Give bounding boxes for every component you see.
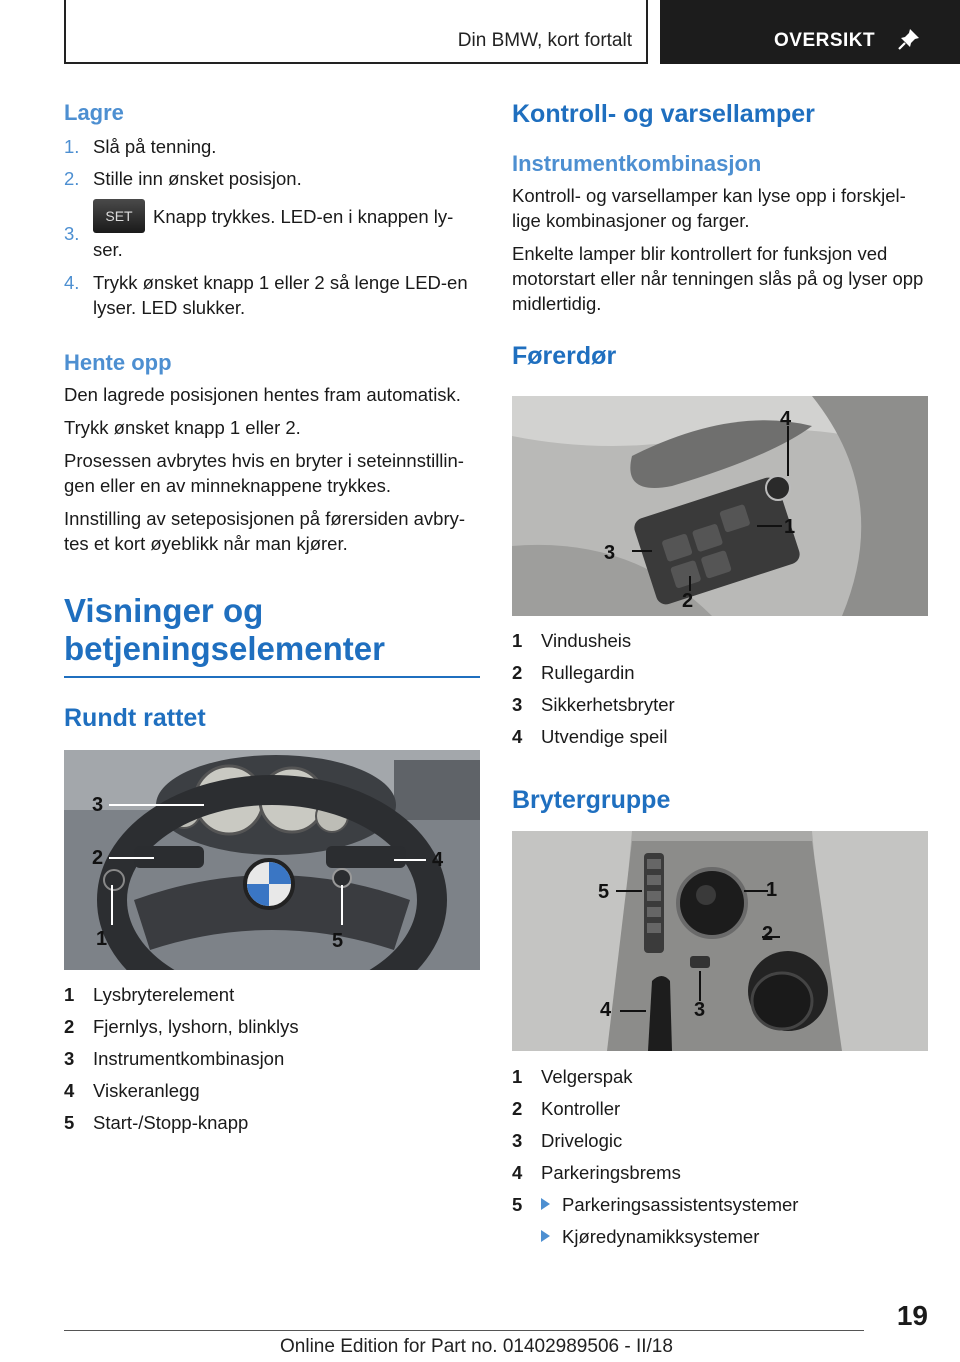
legend-text: Instrumentkombinasjon <box>93 1048 285 1069</box>
steering-wheel-image <box>64 750 480 970</box>
legend-text: Kjøredynamikksystemer <box>562 1226 760 1247</box>
step-text: Trykk ønsket knapp 1 eller 2 så lenge LED-en lyser. LED slukker. <box>93 272 468 318</box>
callout-label: 1 <box>784 516 796 538</box>
legend-text: Utvendige speil <box>541 726 668 747</box>
legend-number: 4 <box>64 1080 75 1101</box>
legend-number: 1 <box>512 630 523 651</box>
legend-item <box>512 628 928 660</box>
legend-item <box>512 1160 928 1192</box>
legend-text: Fjernlys, lyshorn, blinklys <box>93 1016 299 1037</box>
legend-item <box>512 1064 928 1096</box>
legend-item <box>512 1096 928 1128</box>
legend-text: Parkeringsbrems <box>541 1162 681 1183</box>
right-column <box>512 100 928 371</box>
callout-label: 3 <box>604 542 616 564</box>
callout-label: 5 <box>598 881 610 903</box>
footer-rule <box>64 1330 864 1331</box>
callout-label: 2 <box>682 590 694 612</box>
legend-text: Parkeringsassistentsystemer <box>562 1194 799 1215</box>
legend-number: 3 <box>512 694 523 715</box>
step-text: Knapp trykkes. LED-en i knappen ly-ser. <box>93 205 454 260</box>
page-number: 19 <box>896 1300 928 1331</box>
legend-number: 2 <box>512 1098 523 1119</box>
step-number: 2. <box>64 168 80 189</box>
callout-label: 4 <box>780 408 792 430</box>
legend-item <box>64 1014 480 1046</box>
legend-number: 4 <box>512 1162 523 1183</box>
legend-text: Vindusheis <box>541 630 632 651</box>
paragraph: Innstilling av seteposisjonen på førersiden avbry-tes et kort øyeblikk når man kjører. <box>64 508 466 554</box>
header-chapter-box <box>64 0 648 64</box>
lagre-step <box>64 199 480 262</box>
section-lagre-title: Lagre <box>64 100 124 125</box>
chapter-title: Din BMW, kort fortalt <box>457 30 632 51</box>
callout-label: 1 <box>96 928 108 950</box>
paragraph: Trykk ønsket knapp 1 eller 2. <box>64 417 301 438</box>
step-number: 4. <box>64 272 80 293</box>
legend-number: 1 <box>64 984 75 1005</box>
legend-number: 5 <box>512 1194 523 1215</box>
legend-number: 3 <box>512 1130 523 1151</box>
lagre-step <box>64 134 480 159</box>
callout-label: 1 <box>766 879 778 901</box>
chapter-heading: Visninger og betjeningselementer <box>64 592 385 667</box>
section-hente-title: Hente opp <box>64 350 172 375</box>
forerdor-legend <box>512 628 928 815</box>
pin-icon <box>896 26 922 52</box>
driver-door-image <box>512 396 928 616</box>
legend-text: Start-/Stopp-knapp <box>93 1112 249 1133</box>
callout-label: 5 <box>332 930 344 952</box>
step-text: Slå på tenning. <box>93 136 217 157</box>
legend-text: Sikkerhetsbryter <box>541 694 675 715</box>
legend-text: Rullegardin <box>541 662 635 683</box>
lagre-step <box>64 166 480 191</box>
paragraph: Den lagrede posisjonen hentes fram automatisk. <box>64 384 461 405</box>
legend-text: Lysbryterelement <box>93 984 235 1005</box>
heading-rule <box>64 676 480 678</box>
section-kontroll-title: Kontroll- og varsellamper <box>512 100 815 128</box>
legend-number: 5 <box>64 1112 75 1133</box>
bullet-triangle-icon <box>541 1198 550 1210</box>
legend-item <box>512 1128 928 1160</box>
callout-label: 2 <box>92 847 104 869</box>
legend-item <box>64 982 480 1014</box>
callout-label: 4 <box>600 999 612 1021</box>
brytergruppe-legend <box>512 1064 928 1256</box>
legend-item <box>64 1046 480 1078</box>
paragraph: Kontroll- og varsellamper kan lyse opp i forskjel-lige kombinasjoner og farger. <box>512 185 906 231</box>
callout-label: 3 <box>92 794 104 816</box>
paragraph: Enkelte lamper blir kontrollert for funksjon ved motorstart eller når tenningen slås på og lyser opp midlertidig. <box>512 243 924 314</box>
legend-item <box>64 1110 480 1142</box>
section-tab-label: OVERSIKT <box>774 30 876 51</box>
legend-text: Viskeranlegg <box>93 1080 200 1101</box>
callout-label: 2 <box>762 923 774 945</box>
legend-number: 4 <box>512 726 523 747</box>
legend-text: Kontroller <box>541 1098 621 1119</box>
callout-label: 4 <box>432 849 444 871</box>
legend-item <box>64 1078 480 1110</box>
legend-item <box>512 660 928 692</box>
footer-edition: Online Edition for Part no. 01402989506 - II/18 <box>280 1336 673 1357</box>
legend-text: Velgerspak <box>541 1066 633 1087</box>
left-column <box>64 100 480 733</box>
set-button-image: SET <box>93 199 145 233</box>
callout-label: 3 <box>694 999 706 1021</box>
section-rattet-title: Rundt rattet <box>64 704 206 732</box>
legend-item <box>512 1192 928 1224</box>
legend-item <box>512 724 928 756</box>
lagre-step <box>64 270 480 320</box>
rattet-legend <box>64 982 480 1142</box>
legend-number: 2 <box>512 662 523 683</box>
section-instrument-title: Instrumentkombinasjon <box>512 151 762 176</box>
paragraph: Prosessen avbrytes hvis en bryter i seteinnstillin-gen eller en av minneknappene trykkes. <box>64 450 464 496</box>
section-tab[interactable] <box>660 0 960 64</box>
legend-text: Drivelogic <box>541 1130 623 1151</box>
section-forerdor-title: Førerdør <box>512 342 617 370</box>
legend-number: 3 <box>64 1048 75 1069</box>
legend-item <box>512 692 928 724</box>
section-brytergruppe-title: Brytergruppe <box>512 786 671 814</box>
step-number: 1. <box>64 136 80 157</box>
step-text: Stille inn ønsket posisjon. <box>93 168 302 189</box>
legend-item <box>512 1224 928 1256</box>
bullet-triangle-icon <box>541 1230 550 1242</box>
switch-cluster-image <box>512 831 928 1051</box>
legend-number: 2 <box>64 1016 75 1037</box>
legend-number: 1 <box>512 1066 523 1087</box>
step-number: 3. <box>64 223 80 244</box>
